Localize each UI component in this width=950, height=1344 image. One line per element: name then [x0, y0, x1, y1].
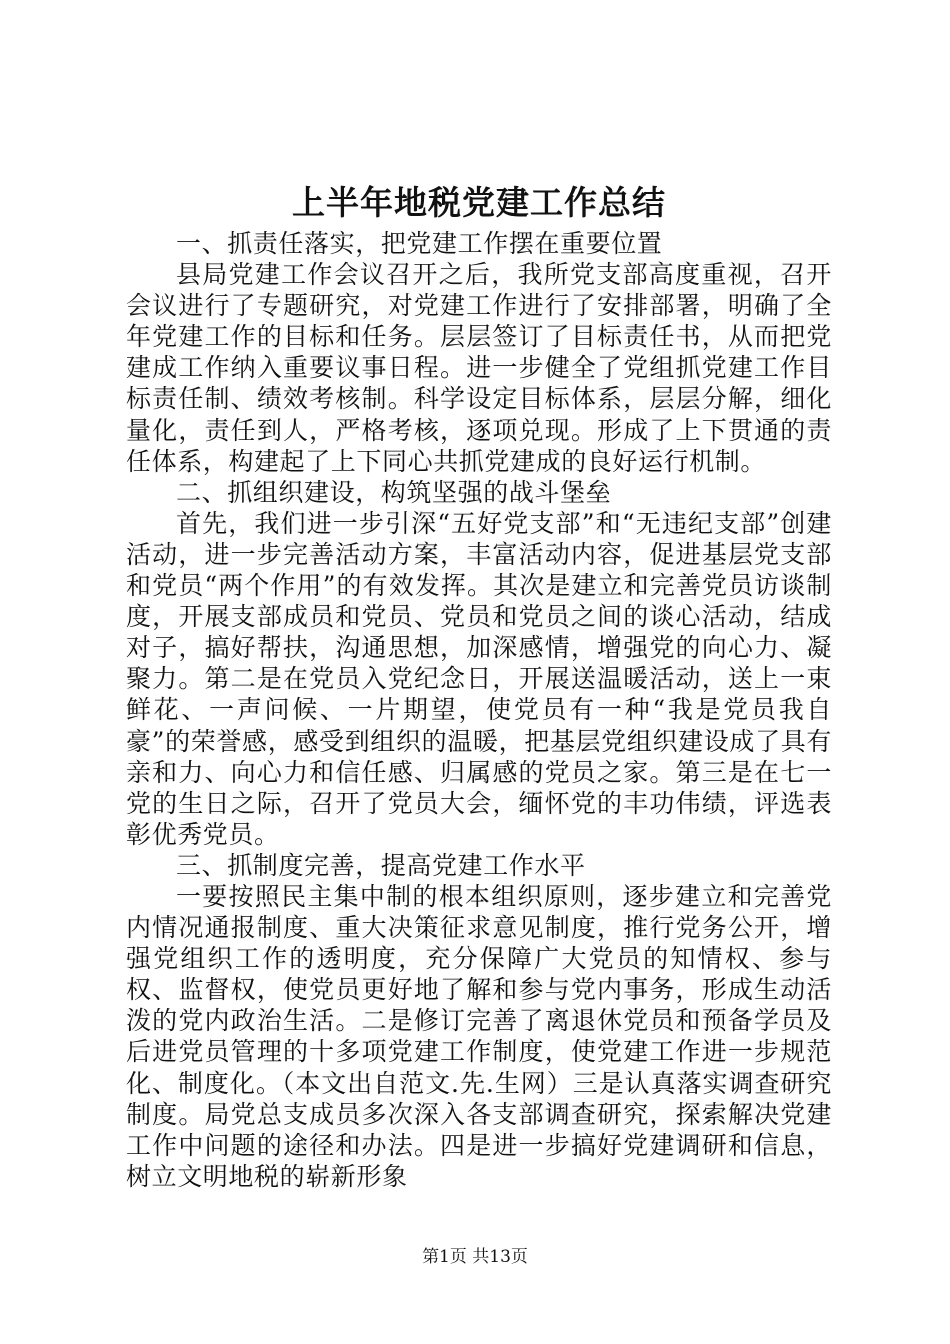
section-heading: 一、抓责任落实，把党建工作摆在重要位置: [176, 229, 663, 258]
section-paragraph: 一要按照民主集中制的根本组织原则，逐步建立和完善党内情况通报制度、重大决策征求意见制度，推行党务公开，增强党组织工作的透明度，充分保障广大党员的知情权、参与权、监督权，使党员更好地了解和参与党内事务，形成生动活泼的党内政治生活。二是修订完善了离退休党员和预备学员及后进党员管理的十多项党建工作制度，使党建工作进一步规范化、制度化。（本文出自范文.先.生网）三是认真落实调查研究制度。局党总支成员多次深入各支部调查研究，探索解决党建工作中问题的途径和办法。四是进一步搞好党建调研和信息，树立文明地税的崭新形象: [126, 881, 832, 1191]
section-3: [126, 850, 832, 1192]
section-paragraph: 县局党建工作会议召开之后，我所党支部高度重视，召开会议进行了专题研究，对党建工作进行了安排部署，明确了全年党建工作的目标和任务。层层签订了目标责任书，从而把党建成工作纳入重要议事日程。进一步健全了党组抓党建工作目标责任制、绩效考核制。科学设定目标体系，层层分解，细化量化，责任到人，严格考核，逐项兑现。形成了上下贯通的责任体系，构建起了上下同心共抓党建成的良好运行机制。: [126, 260, 832, 476]
document-title: 上半年地税党建工作总结: [292, 183, 666, 222]
section-paragraph: 首先，我们进一步引深“五好党支部”和“无违纪支部”创建活动，进一步完善活动方案，丰富活动内容，促进基层党支部和党员“两个作用”的有效发挥。其次是建立和完善党员访谈制度，开展支部成员和党员、党员和党员之间的谈心活动，结成对子，搞好帮扶，沟通思想，加深感情，增强党的向心力、凝聚力。第二是在党员入党纪念日，开展送温暖活动，送上一束鲜花、一声问候、一片期望，使党员有一种“我是党员我自豪”的荣誉感，感受到组织的温暖，把基层党组织建设成了具有亲和力、向心力和信任感、归属感的党员之家。第三是在七一党的生日之际，召开了党员大会，缅怀党的丰功伟绩，评选表彰优秀党员。: [126, 508, 832, 849]
section-1: [126, 228, 832, 477]
page-footer: 第1页 共13页: [422, 1247, 528, 1267]
section-heading: 三、抓制度完善，提高党建工作水平: [176, 850, 586, 880]
section-heading: 二、抓组织建设，构筑坚强的战斗堡垒: [176, 477, 612, 507]
document-page: [126, 178, 832, 1192]
section-2: [126, 477, 832, 850]
